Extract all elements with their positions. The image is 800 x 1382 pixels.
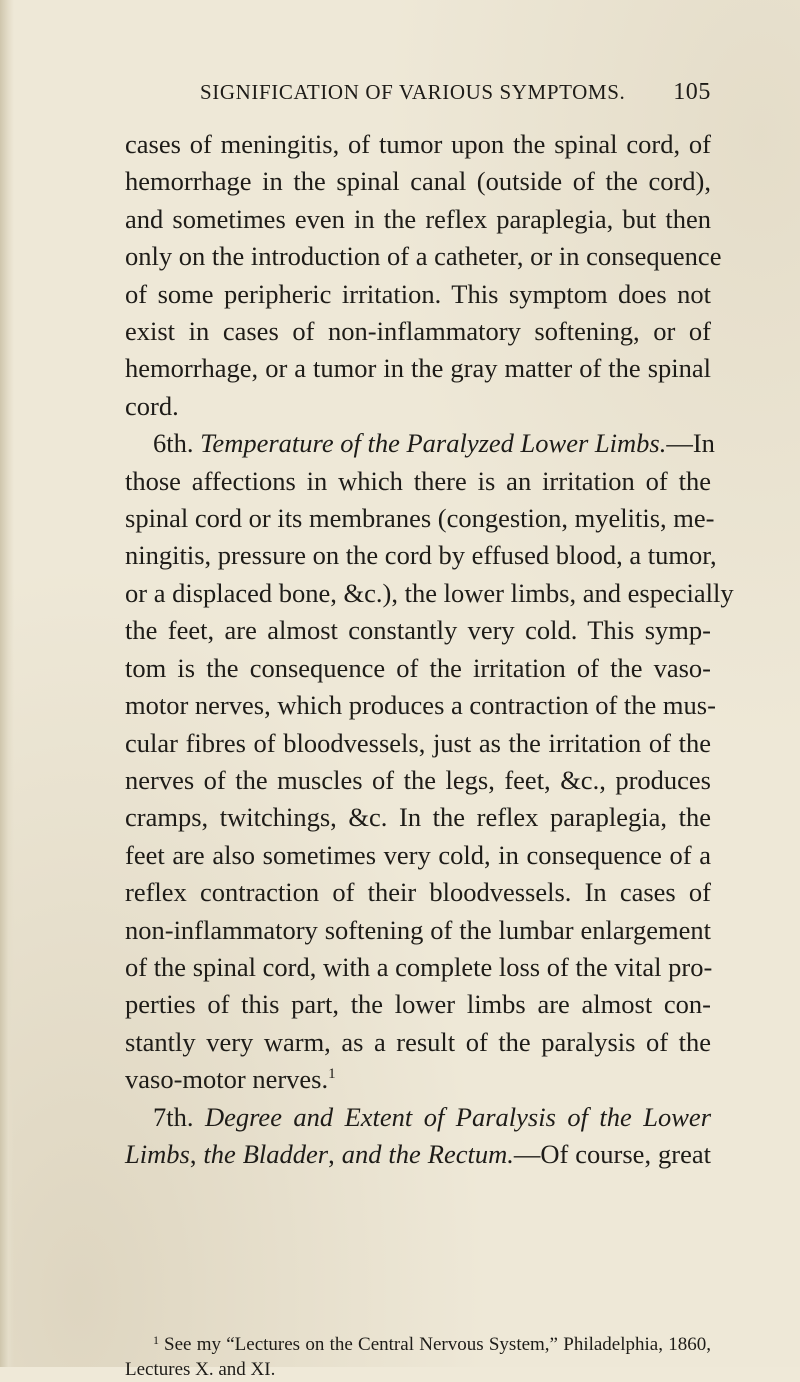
text-line: the feet, are almost constantly very cold. This symp- <box>125 615 711 646</box>
footnote-line: Lectures X. and XI. <box>125 1359 276 1380</box>
section-title-rectum: and the Rectum. <box>341 1138 514 1169</box>
comma: , <box>189 1138 204 1169</box>
running-title: SIGNIFICATION OF VARIOUS SYMPTOMS. <box>200 80 626 104</box>
page-binding-shadow <box>0 0 14 1367</box>
footnotes <box>125 1328 711 1382</box>
text-line: cases of meningitis, of tumor upon the spinal cord, of <box>125 129 711 159</box>
text-line: non-inflammatory softening of the lumbar enlargement <box>125 914 711 945</box>
text-line-content: vaso-motor nerves. <box>125 1064 329 1095</box>
text-line <box>125 1136 711 1173</box>
section-title: Temperature of the Paralyzed Lower Limbs. <box>200 428 667 459</box>
text-line: tom is the consequence of the irritation of the vaso- <box>125 652 711 683</box>
page-number: 105 <box>673 79 711 105</box>
running-header <box>200 79 711 106</box>
text-line: and sometimes even in the reflex paraplegia, but then <box>125 203 711 234</box>
section-title: Degree and Extent of Paralysis of the Lower <box>204 1101 712 1132</box>
text-line: cord. <box>125 390 179 421</box>
footnote-line <box>125 1328 711 1357</box>
text-line: stantly very warm, as a result of the paralysis of the <box>125 1026 711 1057</box>
footnote-text: See my “Lectures on the Central Nervous System,” Philadelphia, 1860, <box>164 1334 711 1355</box>
comma: , <box>328 1138 342 1169</box>
text-line: cular fibres of bloodvessels, just as the irritation of the <box>125 727 711 758</box>
text-line: spinal cord or its membranes (congestion, myelitis, me- <box>125 503 715 534</box>
section-number: 7th. <box>153 1101 194 1132</box>
text-line: hemorrhage in the spinal canal (outside of the cord), <box>125 166 711 197</box>
text-line: those affections in which there is an irritation of the <box>125 465 711 496</box>
footnote-reference[interactable]: 1 <box>328 1066 336 1083</box>
text-line: hemorrhage, or a tumor in the gray matter of the spinal <box>125 353 711 384</box>
text-line: motor nerves, which produces a contraction of the mus- <box>125 690 716 721</box>
text-line: nerves of the muscles of the legs, feet, &c., produces <box>125 764 711 795</box>
text-line <box>125 1061 711 1098</box>
text-line: feet are also sometimes very cold, in consequence of a <box>125 839 711 870</box>
text-line: of some peripheric irritation. This symptom does not <box>125 278 711 309</box>
section-heading-7th <box>125 1099 711 1136</box>
section-lead-in: —In <box>666 428 715 459</box>
text-line: or a displaced bone, &c.), the lower limbs, and especially <box>125 577 734 608</box>
text-line: only on the introduction of a catheter, or in consequence <box>125 241 722 272</box>
text-line: reflex contraction of their bloodvessels. In cases of <box>125 877 711 908</box>
section-number: 6th. <box>153 428 194 459</box>
section-title-bladder: the Bladder <box>203 1138 329 1169</box>
section-continuation: —Of course, great <box>513 1138 711 1169</box>
text-line: exist in cases of non-inflammatory softening, or of <box>125 316 711 347</box>
section-title-limbs: Limbs <box>125 1138 190 1169</box>
text-line: cramps, twitchings, &c. In the reflex paraplegia, the <box>125 802 711 833</box>
text-line: of the spinal cord, with a complete loss of the vital pro- <box>125 951 713 982</box>
text-line: ningitis, pressure on the cord by effused blood, a tumor, <box>125 540 717 571</box>
section-heading-6th <box>125 425 715 462</box>
footnote-marker: 1 <box>153 1333 159 1347</box>
body-text <box>125 126 734 1173</box>
text-line: perties of this part, the lower limbs are almost con- <box>125 989 711 1020</box>
